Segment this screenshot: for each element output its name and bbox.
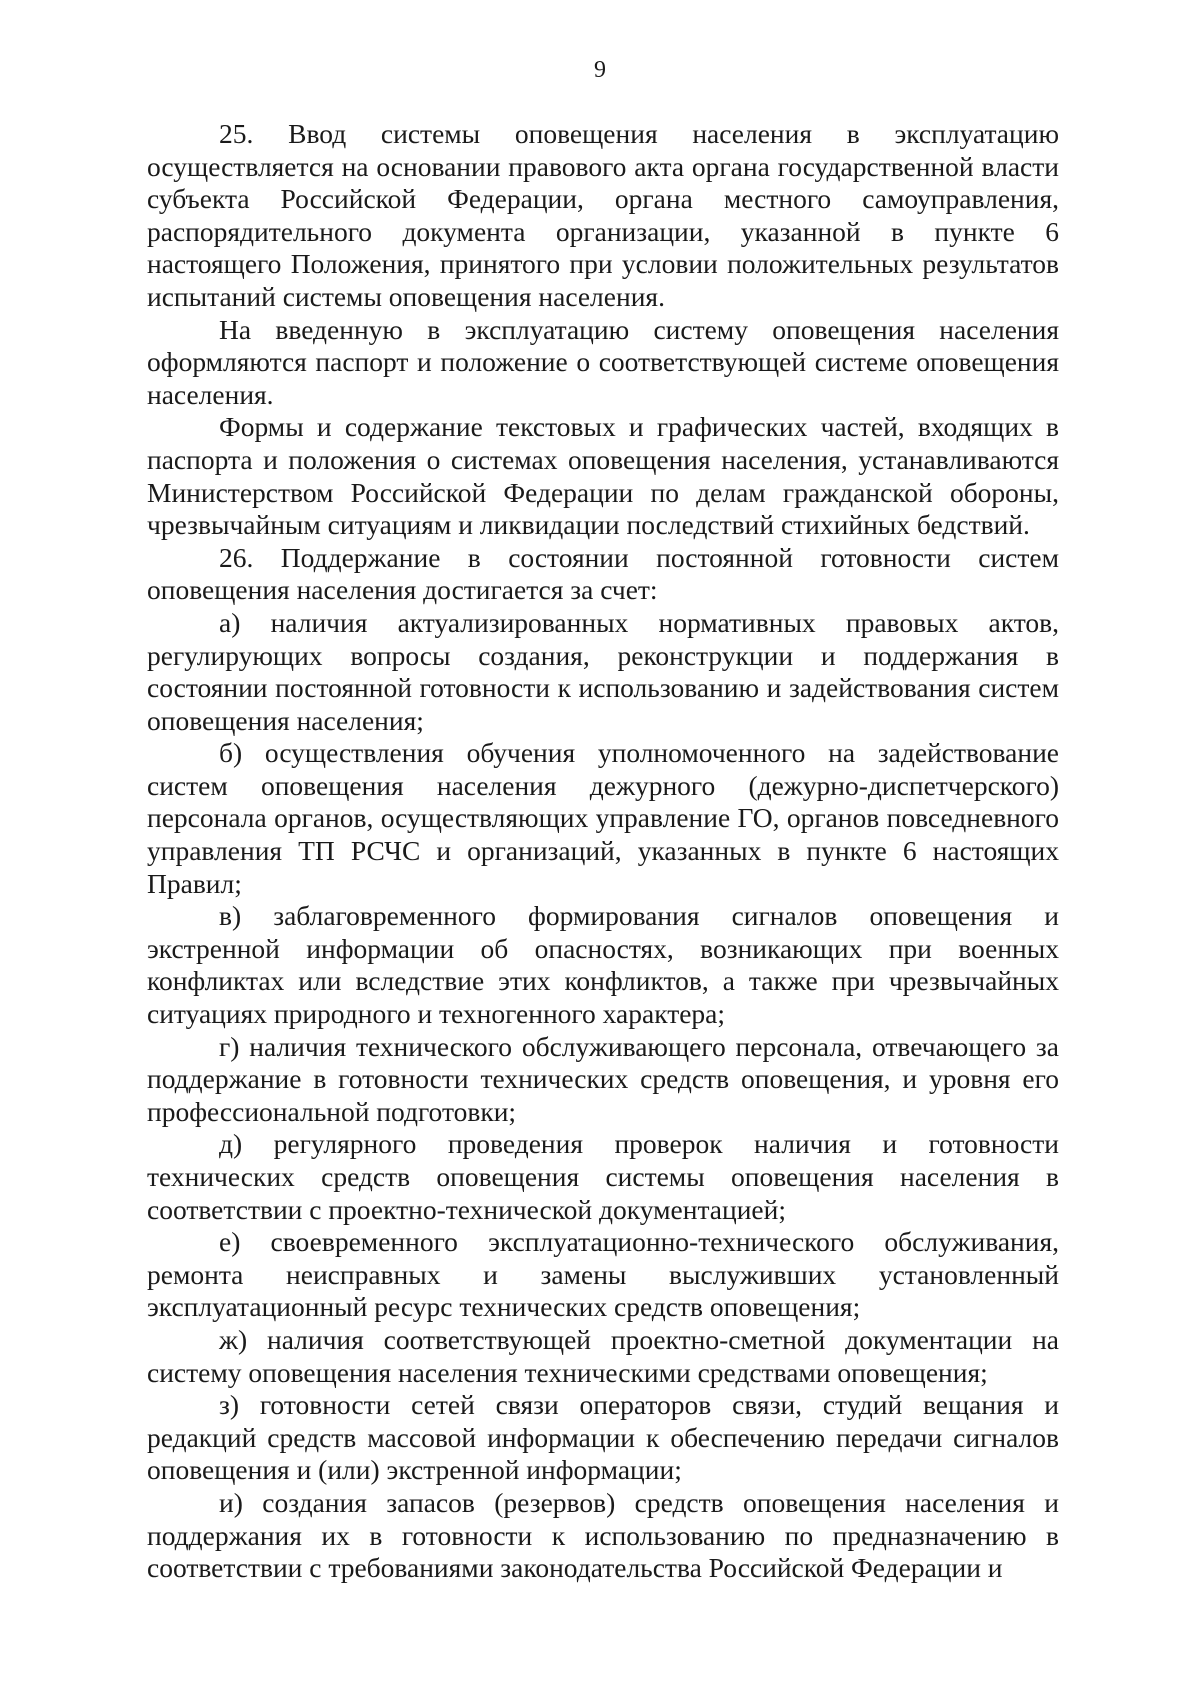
- paragraph-25-commissioning: 25. Ввод системы оповещения населения в эксплуатацию осуществляется на основании правового акта органа государственной власти субъекта Российской Федерации, органа местного самоуправления, распорядительного документа организации, указанной в пункте 6 настоящего Положения, принятого при условии положительных результатов испытаний системы оповещения населения.: [147, 118, 1059, 312]
- list-item-z: з) готовности сетей связи операторов связи, студий вещания и редакций средств массовой информации к обеспечению передачи сигналов оповещения и (или) экстренной информации;: [147, 1389, 1059, 1486]
- list-item-a: а) наличия актуализированных нормативных правовых актов, регулирующих вопросы создания, реконструкции и поддержания в состоянии постоянной готовности к использованию и задействования систем оповещения населения;: [147, 606, 1059, 736]
- list-item-v: в) заблаговременного формирования сигналов оповещения и экстренной информации об опасностях, возникающих при военных конфликтах или вследствие этих конфликтов, а также при чрезвычайных ситуациях природного и техногенного характера;: [147, 900, 1059, 1030]
- list-item-b: б) осуществления обучения уполномоченного на задействование систем оповещения населения дежурного (дежурно-диспетчерского) персонала органов, осуществляющих управление ГО, органов повседневного управления ТП РСЧС и организаций, указанных в пункте 6 настоящих Правил;: [147, 737, 1059, 899]
- document-body: [147, 118, 1059, 1585]
- paragraph-26-readiness: 26. Поддержание в состоянии постоянной готовности систем оповещения населения достигается за счет:: [147, 541, 1059, 606]
- paragraph-forms: Формы и содержание текстовых и графических частей, входящих в паспорта и положения о системах оповещения населения, устанавливаются Министерством Российской Федерации по делам гражданской обороны, чрезвычайным ситуациям и ликвидации последствий стихийных бедствий.: [147, 411, 1059, 541]
- list-item-e: е) своевременного эксплуатационно-технического обслуживания, ремонта неисправных и замены выслуживших установленный эксплуатационный ресурс технических средств оповещения;: [147, 1226, 1059, 1323]
- list-item-d: д) регулярного проведения проверок наличия и готовности технических средств оповещения системы оповещения населения в соответствии с проектно-технической документацией;: [147, 1128, 1059, 1225]
- list-item-g: г) наличия технического обслуживающего персонала, отвечающего за поддержание в готовности технических средств оповещения, и уровня его профессиональной подготовки;: [147, 1030, 1059, 1127]
- page-number: 9: [594, 57, 606, 83]
- paragraph-passport: На введенную в эксплуатацию систему оповещения населения оформляются паспорт и положение о соответствующей системе оповещения населения.: [147, 313, 1059, 410]
- list-item-zh: ж) наличия соответствующей проектно-сметной документации на систему оповещения населения техническими средствами оповещения;: [147, 1323, 1059, 1388]
- list-item-i: и) создания запасов (резервов) средств оповещения населения и поддержания их в готовности к использованию по предназначению в соответствии с требованиями законодательства Российской Федерации и: [147, 1486, 1059, 1584]
